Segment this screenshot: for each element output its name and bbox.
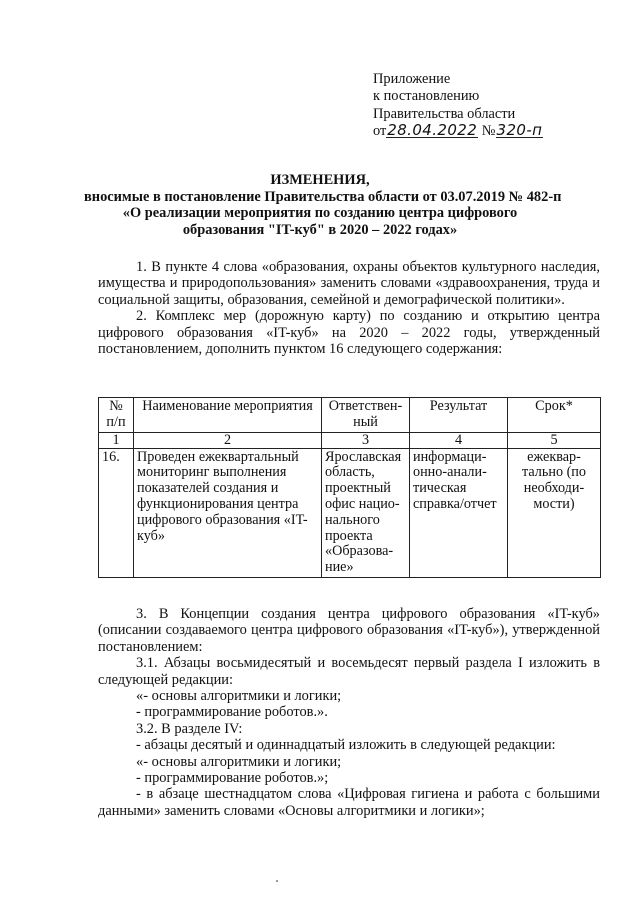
col-number-4: 4 [410, 432, 508, 448]
responsible-line: проектный [325, 480, 391, 497]
title-line-1: ИЗМЕНЕНИЯ, [270, 172, 370, 188]
number-handwritten: 320-п [496, 120, 543, 139]
result-line: онно-анали- [413, 464, 487, 481]
paragraph-1: 1. В пункте 4 слова «образования, охраны объектов культурного наследия, имущества и природопользования» заменить словами «здравоохранения, труда и социальной защиты, образования, семейной и демографической политики». [98, 259, 600, 308]
responsible-line: область, [325, 464, 375, 481]
list-line: «- основы алгоритмики и логики; [136, 688, 342, 705]
list-line: «- основы алгоритмики и логики; [136, 753, 342, 770]
paragraph-3-1: 3.1. Абзацы восьмидесятый и восемьдесят первый раздела I изложить в следующей редакции: [98, 655, 600, 688]
table-number-row [99, 432, 601, 448]
appendix-line-1: Приложение [373, 71, 451, 87]
paragraph-3-2: 3.2. В разделе IV: [136, 720, 243, 737]
table-row [99, 448, 601, 577]
term-line: мости) [533, 495, 575, 512]
appendix-line-3: Правительства области [373, 105, 516, 122]
paragraph-2: 2. Комплекс мер (дорожную карту) по созданию и открытию центра цифрового образования «IT-куб» на 2020 – 2022 годы, утвержденный постановлением, дополнить пунктом 16 следующего содержания: [98, 308, 600, 358]
number-prefix: № [481, 122, 496, 139]
row-num: 16. [99, 448, 134, 577]
title-line-3: «О реализации мероприятия по созданию центра цифрового [122, 205, 518, 222]
responsible-line: Ярославская [325, 448, 402, 465]
row-responsible [322, 448, 410, 577]
list-line: - в абзаце шестнадцатом слова «Цифровая гигиена и работа с большими данными» заменить словами «Основы алгоритмики и логики»; [98, 786, 600, 819]
col-number-3: 3 [322, 432, 410, 448]
measures-table [98, 397, 601, 578]
row-term [508, 448, 601, 577]
col-number-2: 2 [134, 432, 322, 448]
responsible-line: «Образова- [325, 543, 394, 560]
responsible-line: ние» [325, 559, 354, 576]
responsible-line: проекта [325, 527, 373, 544]
header-responsible: Ответствен-ный [322, 398, 410, 433]
list-line: - абзацы десятый и одиннадцатый изложить в следующей редакции: [136, 737, 556, 754]
intro-paragraphs [98, 259, 600, 357]
list-line: - программирование роботов.». [136, 704, 328, 721]
document-title [84, 172, 562, 238]
header-result: Результат [410, 398, 508, 433]
col-number-1: 1 [99, 432, 134, 448]
header-term: Срок* [508, 398, 601, 433]
term-line: ежеквар- [527, 448, 581, 465]
header-name: Наименование мероприятия [134, 398, 322, 433]
appendix-date-line [373, 120, 613, 140]
date-prefix: от [373, 122, 387, 139]
term-line: тально (по [522, 464, 586, 481]
appendix-block [373, 71, 613, 140]
result-line: информаци- [413, 448, 487, 465]
appendix-line-2: к постановлению [373, 88, 480, 105]
page-speck [276, 880, 278, 882]
paragraph-3: 3. В Концепции создания центра цифрового образования «IT-куб» (описании создаваемого центра цифрового образования «IT-куб»), утвержденной постановлением: [98, 606, 600, 655]
term-line: необходи- [523, 480, 585, 497]
col-number-5: 5 [508, 432, 601, 448]
title-line-2: вносимые в постановление Правительства области от 03.07.2019 № 482-п [84, 188, 562, 205]
row-name: Проведен ежеквартальный мониторинг выполнения показателей создания и функционирования центра цифрового образования «IT-куб» [134, 448, 322, 577]
row-result [410, 448, 508, 577]
header-num: № п/п [99, 398, 134, 433]
list-line: - программирование роботов.»; [136, 770, 329, 787]
section-3 [98, 606, 600, 819]
result-line: тическая [413, 480, 467, 497]
table-header-row [99, 398, 601, 433]
responsible-line: офис нацио- [325, 495, 400, 512]
responsible-line: нального [325, 511, 380, 528]
result-line: справка/отчет [413, 495, 497, 512]
title-line-4: образования "IT-куб" в 2020 – 2022 годах» [182, 221, 458, 238]
date-handwritten: 28.04.2022 [387, 120, 478, 139]
